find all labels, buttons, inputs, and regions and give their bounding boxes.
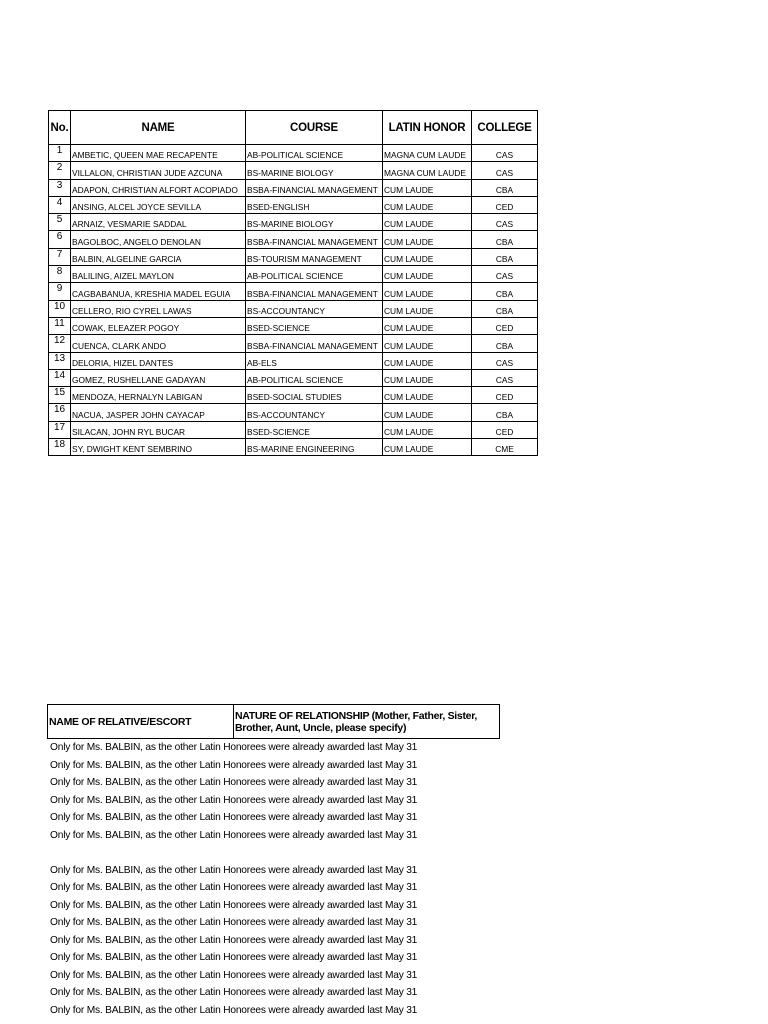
- honoree-course: AB-ELS: [246, 352, 383, 369]
- honoree-college: CAS: [472, 145, 538, 162]
- honoree-course: BS-ACCOUNTANCY: [246, 300, 383, 317]
- escort-note: Only for Ms. BALBIN, as the other Latin Honorees were already awarded last May 31: [50, 829, 418, 841]
- honoree-course: BSBA-FINANCIAL MANAGEMENT: [246, 179, 383, 196]
- table-row: [49, 421, 538, 438]
- row-number: 15: [49, 387, 71, 404]
- honoree-name: DELORIA, HIZEL DANTES: [71, 352, 246, 369]
- honoree-college: CED: [472, 421, 538, 438]
- honoree-latin-honor: CUM LAUDE: [383, 369, 472, 386]
- row-number: 7: [49, 248, 71, 265]
- honoree-latin-honor: CUM LAUDE: [383, 179, 472, 196]
- honoree-name: AMBETIC, QUEEN MAE RECAPENTE: [71, 145, 246, 162]
- honoree-course: BSBA-FINANCIAL MANAGEMENT: [246, 231, 383, 248]
- row-number: 8: [49, 266, 71, 283]
- escort-note: Only for Ms. BALBIN, as the other Latin Honorees were already awarded last May 31: [50, 899, 418, 911]
- honoree-name: SILACAN, JOHN RYL BUCAR: [71, 421, 246, 438]
- honoree-latin-honor: CUM LAUDE: [383, 352, 472, 369]
- honorees-header-row: [49, 111, 538, 145]
- row-number: 10: [49, 300, 71, 317]
- honoree-college: CAS: [472, 369, 538, 386]
- honoree-course: BS-MARINE ENGINEERING: [246, 439, 383, 456]
- honoree-course: BSED-SOCIAL STUDIES: [246, 387, 383, 404]
- table-row: [49, 214, 538, 231]
- honoree-course: BS-MARINE BIOLOGY: [246, 162, 383, 179]
- table-row: [49, 317, 538, 334]
- escort-note: Only for Ms. BALBIN, as the other Latin Honorees were already awarded last May 31: [50, 917, 418, 928]
- row-number: 9: [49, 283, 71, 300]
- honoree-name: BALILING, AIZEL MAYLON: [71, 266, 246, 283]
- table-row: [49, 387, 538, 404]
- honoree-name: CELLERO, RIO CYREL LAWAS: [71, 300, 246, 317]
- honoree-college: CBA: [472, 283, 538, 300]
- row-number: 12: [49, 335, 71, 352]
- honoree-course: BS-ACCOUNTANCY: [246, 404, 383, 421]
- honoree-college: CED: [472, 317, 538, 334]
- honoree-college: CBA: [472, 248, 538, 265]
- escort-note: Only for Ms. BALBIN, as the other Latin Honorees were already awarded last May 31: [50, 794, 418, 806]
- honoree-name: COWAK, ELEAZER POGOY: [71, 317, 246, 334]
- header-name: NAME: [71, 111, 246, 145]
- honoree-latin-honor: MAGNA CUM LAUDE: [383, 162, 472, 179]
- honoree-college: CBA: [472, 335, 538, 352]
- table-row: [49, 145, 538, 162]
- row-number: 13: [49, 352, 71, 369]
- escort-note: Only for Ms. BALBIN, as the other Latin Honorees were already awarded last May 31: [50, 934, 418, 946]
- header-no: No.: [49, 111, 71, 145]
- honoree-college: CBA: [472, 231, 538, 248]
- honoree-latin-honor: CUM LAUDE: [383, 300, 472, 317]
- table-row: [49, 300, 538, 317]
- honoree-course: BS-MARINE BIOLOGY: [246, 214, 383, 231]
- escort-header-table: [47, 704, 500, 739]
- honoree-name: BALBIN, ALGELINE GARCIA: [71, 248, 246, 265]
- honoree-latin-honor: CUM LAUDE: [383, 387, 472, 404]
- table-row: [49, 404, 538, 421]
- honoree-name: MENDOZA, HERNALYN LABIGAN: [71, 387, 246, 404]
- row-number: 1: [49, 145, 71, 162]
- row-number: 14: [49, 369, 71, 386]
- row-number: 18: [49, 439, 71, 456]
- honoree-college: CAS: [472, 352, 538, 369]
- honoree-college: CED: [472, 387, 538, 404]
- honoree-latin-honor: CUM LAUDE: [383, 266, 472, 283]
- honoree-course: AB-POLITICAL SCIENCE: [246, 369, 383, 386]
- escort-note: Only for Ms. BALBIN, as the other Latin Honorees were already awarded last May 31: [50, 812, 418, 823]
- table-row: [49, 335, 538, 352]
- escort-note: Only for Ms. BALBIN, as the other Latin Honorees were already awarded last May 31: [50, 742, 418, 753]
- honoree-college: CED: [472, 196, 538, 213]
- honoree-latin-honor: CUM LAUDE: [383, 317, 472, 334]
- honoree-college: CME: [472, 439, 538, 456]
- honoree-name: SY, DWIGHT KENT SEMBRINO: [71, 439, 246, 456]
- honoree-college: CBA: [472, 179, 538, 196]
- row-number: 3: [49, 179, 71, 196]
- honoree-course: BSED-SCIENCE: [246, 421, 383, 438]
- table-row: [49, 283, 538, 300]
- escort-note: Only for Ms. BALBIN, as the other Latin Honorees were already awarded last May 31: [50, 969, 418, 981]
- header-course: COURSE: [246, 111, 383, 145]
- table-row: [49, 369, 538, 386]
- header-relative-escort: NAME OF RELATIVE/ESCORT: [48, 705, 234, 739]
- escort-note-list: [50, 739, 417, 1019]
- table-row: [49, 352, 538, 369]
- escort-note: [50, 844, 417, 862]
- escort-note: Only for Ms. BALBIN, as the other Latin Honorees were already awarded last May 31: [50, 759, 418, 771]
- honoree-name: NACUA, JASPER JOHN CAYACAP: [71, 404, 246, 421]
- table-row: [49, 179, 538, 196]
- escort-header-row: [48, 705, 500, 739]
- honoree-name: ANSING, ALCEL JOYCE SEVILLA: [71, 196, 246, 213]
- table-row: [49, 196, 538, 213]
- honoree-latin-honor: CUM LAUDE: [383, 231, 472, 248]
- header-college: COLLEGE: [472, 111, 538, 145]
- row-number: 6: [49, 231, 71, 248]
- table-row: [49, 439, 538, 456]
- escort-note: Only for Ms. BALBIN, as the other Latin Honorees were already awarded last May 31: [50, 864, 418, 876]
- honoree-latin-honor: CUM LAUDE: [383, 196, 472, 213]
- honoree-latin-honor: CUM LAUDE: [383, 335, 472, 352]
- header-latin-honor: LATIN HONOR: [383, 111, 472, 145]
- honoree-course: AB-POLITICAL SCIENCE: [246, 145, 383, 162]
- honoree-latin-honor: CUM LAUDE: [383, 439, 472, 456]
- table-row: [49, 266, 538, 283]
- honoree-latin-honor: CUM LAUDE: [383, 421, 472, 438]
- row-number: 2: [49, 162, 71, 179]
- table-row: [49, 231, 538, 248]
- row-number: 5: [49, 214, 71, 231]
- honoree-latin-honor: CUM LAUDE: [383, 214, 472, 231]
- row-number: 4: [49, 196, 71, 213]
- honoree-latin-honor: CUM LAUDE: [383, 248, 472, 265]
- honoree-latin-honor: CUM LAUDE: [383, 404, 472, 421]
- honoree-course: BS-TOURISM MANAGEMENT: [246, 248, 383, 265]
- honoree-college: CAS: [472, 214, 538, 231]
- honoree-latin-honor: MAGNA CUM LAUDE: [383, 145, 472, 162]
- honoree-course: BSBA-FINANCIAL MANAGEMENT: [246, 335, 383, 352]
- honoree-name: ARNAIZ, VESMARIE SADDAL: [71, 214, 246, 231]
- table-row: [49, 162, 538, 179]
- honoree-college: CAS: [472, 266, 538, 283]
- escort-note: Only for Ms. BALBIN, as the other Latin Honorees were already awarded last May 31: [50, 987, 418, 998]
- honoree-name: VILLALON, CHRISTIAN JUDE AZCUNA: [71, 162, 246, 179]
- escort-note: Only for Ms. BALBIN, as the other Latin Honorees were already awarded last May 31: [50, 777, 418, 788]
- honoree-course: BSED-SCIENCE: [246, 317, 383, 334]
- honoree-name: ADAPON, CHRISTIAN ALFORT ACOPIADO: [71, 179, 246, 196]
- escort-note: Only for Ms. BALBIN, as the other Latin Honorees were already awarded last May 31: [50, 882, 418, 893]
- honoree-course: AB-POLITICAL SCIENCE: [246, 266, 383, 283]
- row-number: 11: [49, 317, 71, 334]
- honoree-name: CUENCA, CLARK ANDO: [71, 335, 246, 352]
- honoree-course: BSED-ENGLISH: [246, 196, 383, 213]
- honoree-name: BAGOLBOC, ANGELO DENOLAN: [71, 231, 246, 248]
- header-nature-of-relationship: NATURE OF RELATIONSHIP (Mother, Father, Sister, Brother, Aunt, Uncle, please specify): [234, 705, 500, 739]
- row-number: 16: [49, 404, 71, 421]
- honoree-latin-honor: CUM LAUDE: [383, 283, 472, 300]
- honoree-course: BSBA-FINANCIAL MANAGEMENT: [246, 283, 383, 300]
- honoree-name: GOMEZ, RUSHELLANE GADAYAN: [71, 369, 246, 386]
- row-number: 17: [49, 421, 71, 438]
- honoree-name: CAGBABANUA, KRESHIA MADEL EGUIA: [71, 283, 246, 300]
- honorees-table: [48, 110, 538, 456]
- escort-note: Only for Ms. BALBIN, as the other Latin Honorees were already awarded last May 31: [50, 952, 418, 963]
- escort-note: Only for Ms. BALBIN, as the other Latin Honorees were already awarded last May 31: [50, 1004, 418, 1016]
- honoree-college: CBA: [472, 300, 538, 317]
- table-row: [49, 248, 538, 265]
- honoree-college: CAS: [472, 162, 538, 179]
- honorees-body: [49, 145, 538, 456]
- honoree-college: CBA: [472, 404, 538, 421]
